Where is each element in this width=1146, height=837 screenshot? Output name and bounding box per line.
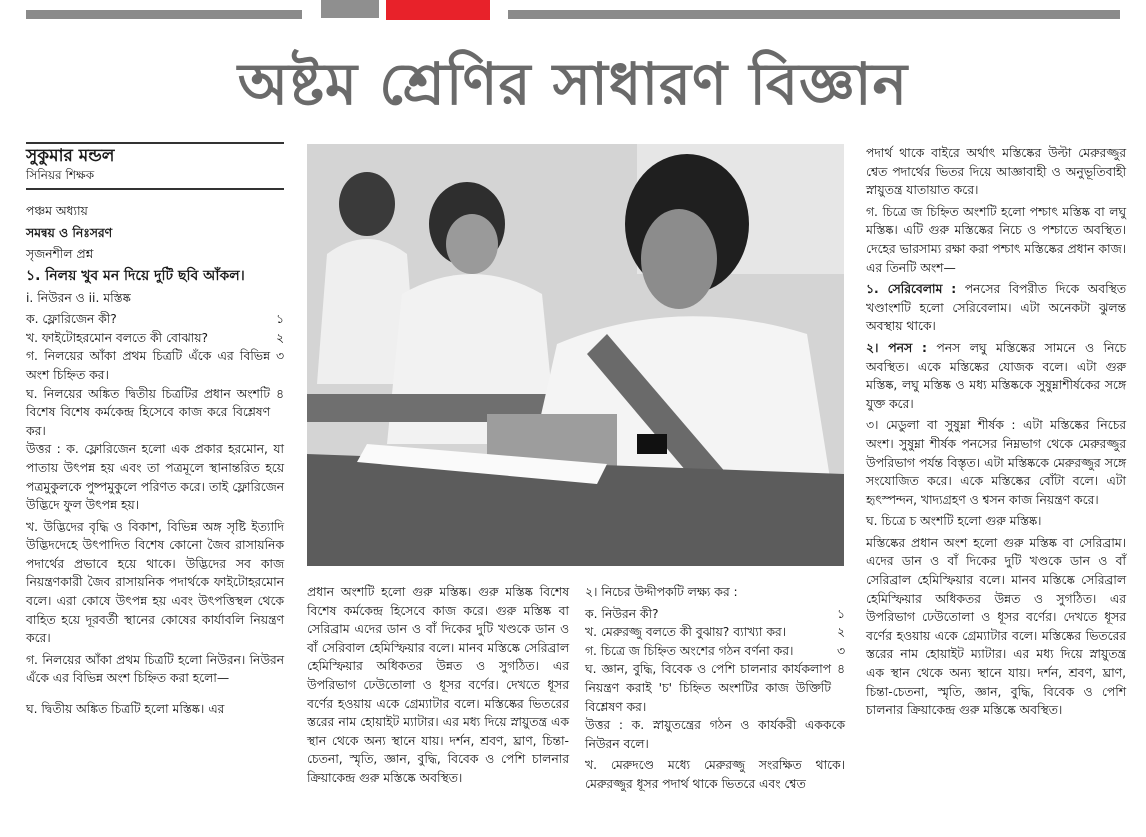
question-2-column — [585, 583, 845, 797]
page-title: অষ্টম শ্রেণির সাধারণ বিজ্ঞান — [237, 50, 909, 118]
author-role: সিনিয়র শিক্ষক — [26, 167, 95, 182]
answer-2b: খ. মেরুদণ্ডে মধ্যে মেরুরজ্জু সংরক্ষিত থাকে। মেরুরজ্জুর ধূসর পদার্থ থাকে ভিতরে এবং শ্বেত — [585, 758, 845, 791]
answer-1d: ঘ. দ্বিতীয় অঙ্কিত চিত্রটি হলো মস্তিষ্ক। এর — [26, 702, 225, 717]
question-2d: ঘ. জ্ঞান, বুদ্ধি, বিবেক ও পেশি চালনার কার্যকলাপ নিয়ন্ত্রণ করাই 'চ' চিহ্নিত অংশটির কাজ উক্তিটি বিশ্লেষণ কর। ৪ — [585, 662, 845, 714]
question-2a: ক. নিউরন কী? ১ — [585, 606, 845, 621]
question-2-intro: ২। নিচের উদ্দীপকটি লক্ষ্য কর : — [585, 585, 738, 599]
question-2c: গ. চিত্রে জ চিহ্নিত অংশের গঠন বর্ণনা কর। ৩ — [585, 643, 845, 658]
question-1d: ঘ. নিলয়ের অঙ্কিত দ্বিতীয় চিত্রটির প্রধান অংশটি বিশেষ বিশেষ কর্মকেন্দ্র হিসেবে কাজ করে বিশ্লেষণ কর। ৪ — [26, 386, 284, 438]
answer-1a: উত্তর : ক. ফ্লোরিজেন হলো এক প্রকার হরমোন, যা পাতায় উৎপন্ন হয় এবং তা পত্রমূলে স্থানান্তরিত হয়ে পত্রমুকুলকে পুষ্পমুকুলে পরিণত করে। তাই ফ্লোরিজেন উদ্ভিদে ফুল উৎপন্ন হয়। — [26, 442, 284, 513]
topic-heading: সমন্বয় ও নিঃসরণ — [26, 225, 113, 240]
question-type: সৃজনশীল প্রশ্ন — [26, 247, 94, 262]
question-1a: ক. ফ্লোরিজেন কী? ১ — [26, 312, 284, 327]
pons-paragraph: ২। পনস : পনস লঘু মস্তিষ্কের সামনে ও নিচে অবস্থিত। একে মস্তিষ্কের যোজক বলে। এটা গুরু মস্তিষ্ক, লঘু মস্তিষ্ক ও মধ্য মস্তিষ্ককে সুষুম্নাশীর্ষকের সঙ্গে যুক্ত করে। — [866, 340, 1126, 411]
photo-illustration — [307, 144, 844, 566]
answer-2d: ঘ. চিত্রে চ অংশটি হলো গুরু মস্তিষ্ক। — [866, 514, 1042, 529]
author-name: সুকুমার মন্ডল — [26, 146, 115, 166]
answer-1d-continued: প্রধান অংশটি হলো গুরু মস্তিষ্ক। গুরু মস্তিষ্ক বিশেষ বিশেষ কর্মকেন্দ্র হিসেবে কাজ করে। গুরু মস্তিষ্ক বা সেরিব্রাম এদের ডান ও বাঁ দিকের দুটি খণ্ডকে ডান ও বাঁ সেরিবাল হেমিস্ফিয়ার বলে। মানব মস্তিষ্কে সেরিব্রাল হেমিস্ফিয়ার অধিকতর উন্নত ও সুগঠিত। এর উপরিভাগ ঢেউতোলা ও ধূসর বর্ণের। দেখতে ধূসর বর্ণের হওয়ায় একে গ্রেম্যাটার বলে। মস্তিষ্কের ভিতরের স্তরের নাম হোয়াইট ম্যাটার। এর মধ্য দিয়ে স্নায়ুতন্ত্র এক স্থান থেকে অন্য স্থানে যায়। দর্শন, শ্রবণ, ঘ্রাণ, চিন্তা-চেতনা, স্মৃতি, জ্ঞান, বুদ্ধি, বিবেক ও পেশি চালনার ক্রিয়াকেন্দ্র গুরু মস্তিষ্কে অবস্থিত। — [307, 585, 569, 785]
question-2b: খ. মেরুরজ্জু বলতে কী বুঝায়? ব্যাখ্যা কর। ২ — [585, 625, 845, 640]
top-rule-left — [26, 10, 302, 19]
section-tab-gray — [321, 0, 379, 18]
answer-2c: গ. চিত্রে জ চিহ্নিত অংশটি হলো পশ্চাৎ মস্তিষ্ক বা লঘু মস্তিষ্ক। এটি গুরু মস্তিষ্কের নিচে ও পশ্চাতে অবস্থিত। দেহের ভারসাম্য রক্ষা করা পশ্চাৎ মস্তিষ্কের প্রধান কাজ। এর তিনটি অংশ— — [866, 204, 1126, 275]
top-rule-right — [508, 10, 1120, 19]
section-tab-red — [386, 0, 490, 20]
divider — [26, 142, 284, 144]
cerebellum-paragraph: ১. সেরিবেলাম : পনসের বিপরীত দিকে অবস্থিত খণ্ডাংশটি হলো সেরিবেলাম। এটা অনেকটা ঝুলন্ত অবস্থায় থাকে। — [866, 282, 1126, 334]
right-column — [866, 144, 1126, 723]
students-exam-photo — [307, 144, 844, 566]
answer-1b: খ. উদ্ভিদের বৃদ্ধি ও বিকাশ, বিভিন্ন অঙ্গ সৃষ্টি ইত্যাদি উদ্ভিদদেহে উৎপাদিত বিশেষ কোনো জৈব রাসায়নিক পদার্থের প্রভাবে হয়ে থাকে। উদ্ভিদের সব কাজ নিয়ন্ত্রণকারী জৈব রাসায়নিক পদার্থকে ফাইটোহরমোন বলে। এরা কোষে উৎপন্ন হয় এবং উৎপত্তিস্থল থেকে বাহিত হয়ে দূরবর্তী স্থানের কোষের কার্যাবলি নিয়ন্ত্রণ করে। — [26, 519, 284, 646]
answer-2b-continued: পদার্থ থাকে বাইরে অর্থাৎ মস্তিষ্কের উল্টা মেরুরজ্জুর শ্বেত পদার্থের ভিতর দিয়ে আজ্ঞাবাহী ও অনুভূতিবাহী স্নায়ুতন্ত্র যাতায়াত করে। — [866, 146, 1126, 198]
left-column — [26, 140, 284, 722]
middle-column — [307, 583, 569, 791]
chapter-label: পঞ্চম অধ্যায় — [26, 204, 88, 219]
question-1c: গ. নিলয়ের আঁকা প্রথম চিত্রটি এঁকে এর বিভিন্ন অংশ চিহ্নিত কর। ৩ — [26, 349, 284, 382]
answer-2d-body: মস্তিষ্কের প্রধান অংশ হলো গুরু মস্তিষ্ক বা সেরিব্রাম। এদের ডান ও বাঁ দিকের দুটি খণ্ডকে ডান ও বাঁ সেরিব্রাল হেমিস্ফিয়ার বলে। মানব মস্তিষ্কে সেরিব্রাল হেমিস্ফিয়ার অধিকতর উন্নত ও সুগঠিত। এর উপরিভাগ ঢেউতোলা ও ধূসর বর্ণের। দেখতে ধূসর বর্ণের হওয়ায় একে গ্রেম্যাটার বলে। মস্তিষ্কের ভিতরের স্তরের নাম হোয়াইট ম্যাটার। এর মধ্য দিয়ে স্নায়ুতন্ত্র এক স্থান থেকে অন্য স্থানে যায়। দর্শন, শ্রবণ, ঘ্রাণ, চিন্তা-চেতনা, স্মৃতি, জ্ঞান, বুদ্ধি, বিবেক ও পেশি চালনার ক্রিয়াকেন্দ্র গুরু মস্তিষ্কে অবস্থিত। — [866, 535, 1126, 718]
medulla-paragraph: ৩। মেডুলা বা সুষুম্না শীর্ষক : এটা মস্তিষ্কের নিচের অংশ। সুষুম্না শীর্ষক পনসের নিম্নভাগ থেকে মেরুরজ্জুর উপরিভাগ পর্যন্ত বিস্তৃত। এটা মস্তিষ্ককে মেরুরজ্জুর সঙ্গে সংযোজিত করে। একে মস্তিষ্কের বোঁটা বলে। এটা হৃৎস্পন্দন, খাদ্যগ্রহণ ও শ্বসন কাজ নিয়ন্ত্রণ করে। — [866, 418, 1126, 507]
question-1: ১. নিলয় খুব মন দিয়ে দুটি ছবি আঁকল। — [26, 267, 245, 284]
answer-2a: উত্তর : ক. স্নায়ুতন্ত্রের গঠন ও কার্যকরী একককে নিউরন বলে। — [585, 718, 845, 751]
divider — [26, 188, 284, 190]
question-1b: খ. ফাইটোহরমোন বলতে কী বোঝায়? ২ — [26, 330, 284, 345]
answer-1c: গ. নিলয়ের আঁকা প্রথম চিত্রটি হলো নিউরন। নিউরন এঁকে এর বিভিন্ন অংশ চিহ্নিত করা হলো— — [26, 652, 284, 686]
question-1-sub: i. নিউরন ও ii. মস্তিষ্ক — [26, 290, 131, 305]
